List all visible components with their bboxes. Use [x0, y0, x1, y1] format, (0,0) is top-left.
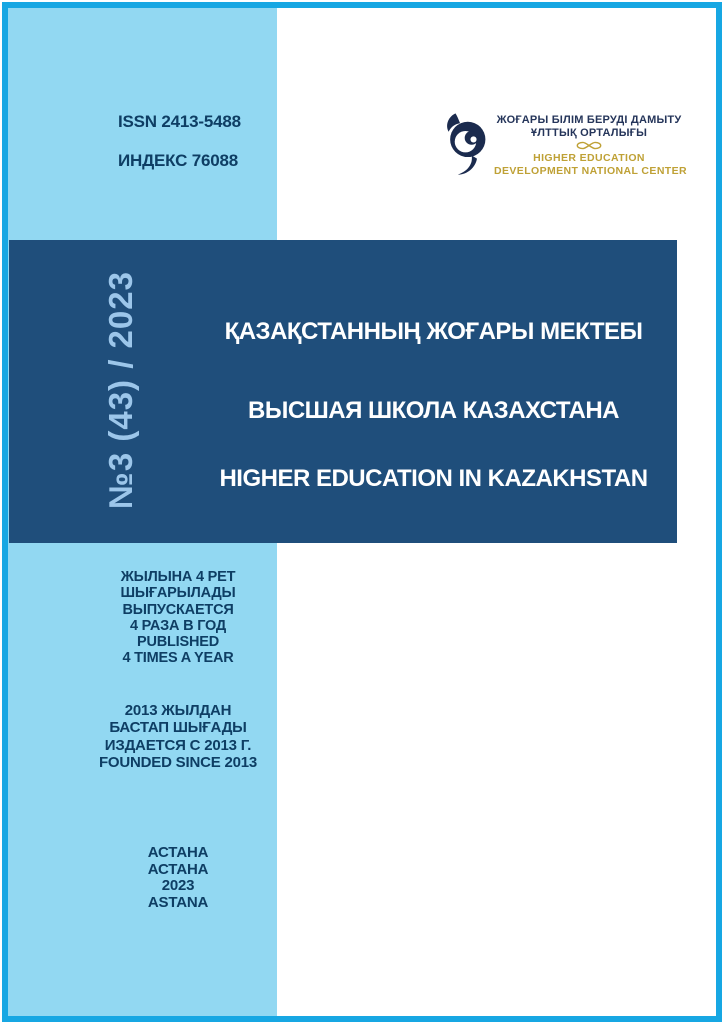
frequency-line: 4 TIMES A YEAR: [122, 650, 234, 667]
founded-line: 2013 ЖЫЛДАН: [124, 702, 232, 719]
frequency-line: PUBLISHED: [137, 634, 219, 651]
founded-since: [75, 702, 281, 771]
founded-line: ИЗДАЕТСЯ С 2013 Г.: [104, 736, 252, 754]
place-and-year: [75, 845, 281, 911]
journal-title-kk: ҚАЗАҚСТАННЫҢ ЖОҒАРЫ МЕКТЕБІ: [224, 318, 643, 345]
publisher-name: [494, 114, 688, 177]
imprint-line: АСТАНА: [147, 860, 209, 878]
publisher-name-en-line2: DEVELOPMENT NATIONAL CENTER: [494, 164, 688, 177]
frequency-line: ЖЫЛЫНА 4 РЕТ: [120, 569, 236, 585]
publisher-name-en-line1: HIGHER EDUCATION: [533, 152, 645, 164]
imprint-line: ASTANA: [147, 893, 209, 911]
publisher-logo: [444, 110, 688, 180]
frequency-line: ВЫПУСКАЕТСЯ: [122, 601, 234, 618]
imprint-line: АСТАНА: [147, 844, 209, 861]
issue-number-vertical: №3 (43) / 2023: [102, 271, 139, 509]
founded-line: БАСТАП ШЫҒАДЫ: [109, 719, 247, 737]
journal-title-en: HIGHER EDUCATION IN KAZAKHSTAN: [219, 465, 648, 492]
infinity-icon: [494, 141, 684, 150]
founded-line: FOUNDED SINCE 2013: [98, 753, 258, 771]
publication-frequency: [75, 569, 281, 667]
frequency-line: ШЫҒАРЫЛАДЫ: [120, 585, 236, 602]
imprint-line: 2023: [161, 877, 195, 895]
publisher-name-kk-line1: ЖОҒАРЫ БІЛІМ БЕРУДІ ДАМЫТУ: [496, 114, 682, 126]
bird-swirl-icon: [444, 112, 490, 181]
issn-number: ISSN 2413-5488: [118, 112, 241, 131]
frequency-line: 4 РАЗА В ГОД: [129, 617, 227, 634]
journal-title-ru: ВЫСШАЯ ШКОЛА КАЗАХСТАНА: [247, 397, 620, 424]
publisher-name-kk-line2: ҰЛТТЫҚ ОРТАЛЫҒЫ: [530, 127, 648, 139]
subscription-index: ИНДЕКС 76088: [118, 151, 238, 170]
